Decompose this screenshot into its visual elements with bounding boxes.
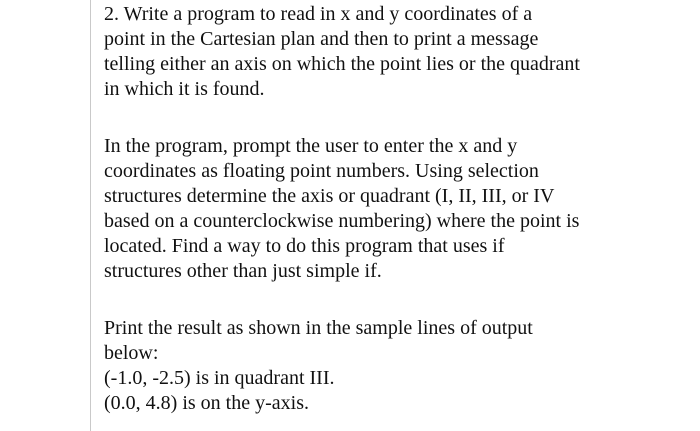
paragraph-gap [104,284,694,316]
paragraph-gap [104,102,694,134]
sample-output-line: (0.0, 4.8) is on the y-axis. [104,392,309,414]
problem-text [104,2,694,416]
paragraph-1 [104,2,694,102]
text-line: In the program, prompt the user to enter the x and y [104,135,518,157]
text-line: Print the result as shown in the sample lines of output [104,317,533,339]
paragraph-2 [104,134,694,284]
sample-output-line: (-1.0, -2.5) is in quadrant III. [104,367,335,389]
text-line: telling either an axis on which the point lies or the quadrant [104,53,580,75]
text-line: 2. Write a program to read in x and y coordinates of a [104,3,533,25]
text-line: located. Find a way to do this program that uses if [104,235,505,257]
text-line: based on a counterclockwise numbering) where the point is [104,210,580,232]
text-line: in which it is found. [104,78,265,100]
text-line: structures determine the axis or quadrant (I, II, III, or IV [104,185,555,207]
text-line: coordinates as floating point numbers. Using selection [104,160,539,182]
text-line: point in the Cartesian plan and then to print a message [104,28,539,50]
paragraph-3 [104,316,694,416]
text-line: below: [104,342,159,364]
text-line: structures other than just simple if. [104,260,382,282]
left-margin-line [90,0,91,431]
